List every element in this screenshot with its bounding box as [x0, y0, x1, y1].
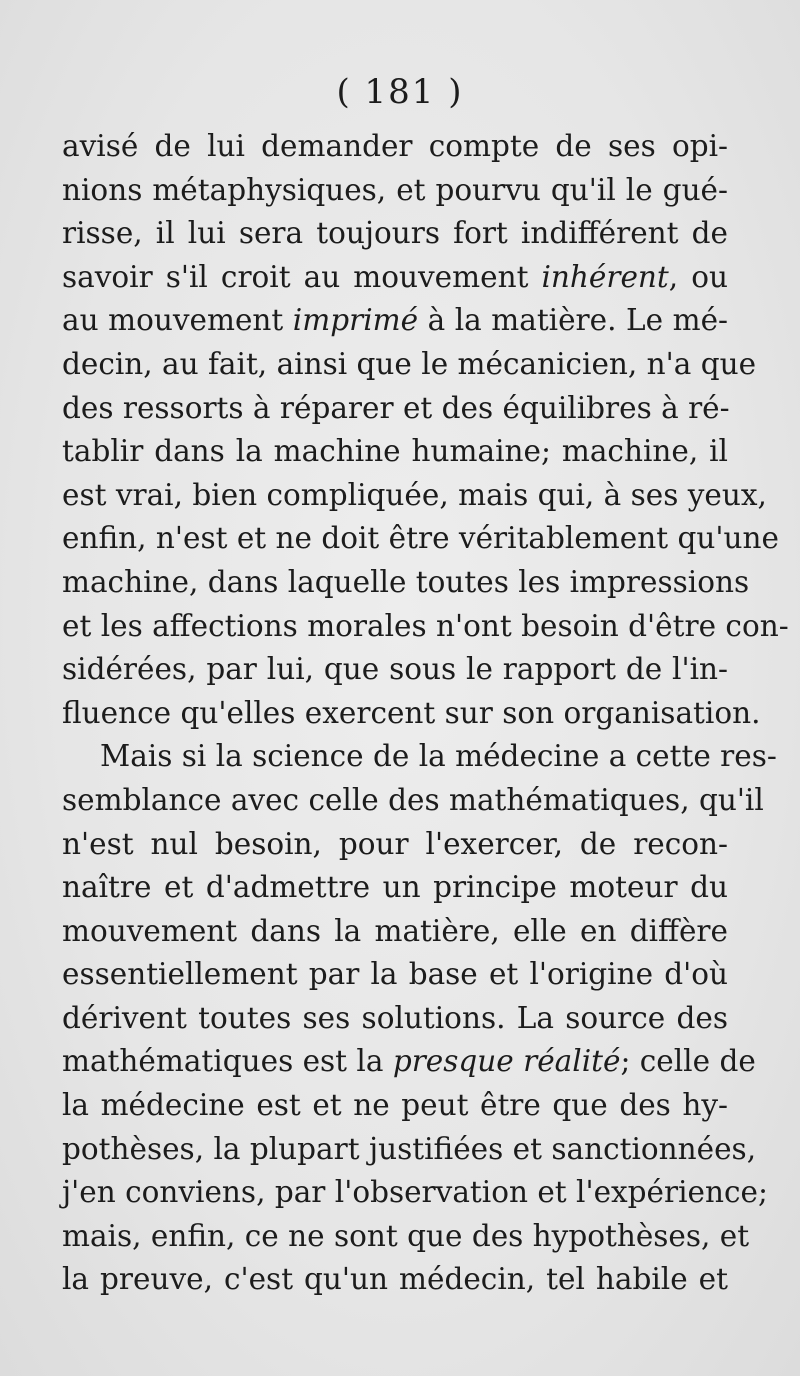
text-line: mathématiques est la presque réalité; celle de [62, 1044, 756, 1079]
body-text [62, 125, 789, 1302]
text-line: dérivent toutes ses solutions. La source des [62, 1000, 728, 1035]
text-line: la médecine est et ne peut être que des hy- [62, 1088, 728, 1123]
text-line: mouvement dans la matière, elle en diffère [62, 913, 728, 948]
text-line: j'en conviens, par l'observation et l'expérience; [62, 1175, 768, 1210]
text-line: au mouvement imprimé à la matière. Le mé- [62, 303, 728, 338]
text-line: machine, dans laquelle toutes les impressions [62, 564, 750, 599]
text-line: semblance avec celle des mathématiques, qu'il [62, 782, 764, 817]
text-line: n'est nul besoin, pour l'exercer, de recon- [62, 826, 728, 861]
page-number: ( 181 ) [336, 72, 464, 112]
text-line: fluence qu'elles exercent sur son organisation. [62, 695, 761, 730]
paragraph [62, 735, 777, 1302]
text-line: est vrai, bien compliquée, mais qui, à ses yeux, [62, 477, 767, 512]
text-line: sidérées, par lui, que sous le rapport de l'in- [62, 652, 728, 687]
text-line: et les affections morales n'ont besoin d'être con- [62, 608, 789, 643]
text-line: risse, il lui sera toujours fort indifférent de [62, 216, 728, 251]
text-line: pothèses, la plupart justifiées et sanctionnées, [62, 1131, 757, 1166]
text-line: decin, au fait, ainsi que le mécanicien, n'a que [62, 346, 757, 381]
text-line: Mais si la science de la médecine a cette res- [100, 739, 777, 774]
text-line: mais, enfin, ce ne sont que des hypothèses, et [62, 1218, 750, 1253]
text-line: avisé de lui demander compte de ses opi- [62, 129, 728, 163]
text-line: enfin, n'est et ne doit être véritablement qu'une [62, 521, 779, 556]
text-line: tablir dans la machine humaine; machine, il [62, 434, 728, 469]
text-line: naître et d'admettre un principe moteur du [62, 870, 728, 905]
text-line: nions métaphysiques, et pourvu qu'il le gué- [62, 172, 728, 207]
text-line: essentiellement par la base et l'origine d'où [62, 957, 728, 992]
text-line: des ressorts à réparer et des équilibres à ré- [62, 390, 730, 425]
text-line: la preuve, c'est qu'un médecin, tel habile et [62, 1262, 728, 1297]
text-line: savoir s'il croit au mouvement inhérent, ou [62, 259, 728, 294]
paragraph [62, 125, 789, 735]
